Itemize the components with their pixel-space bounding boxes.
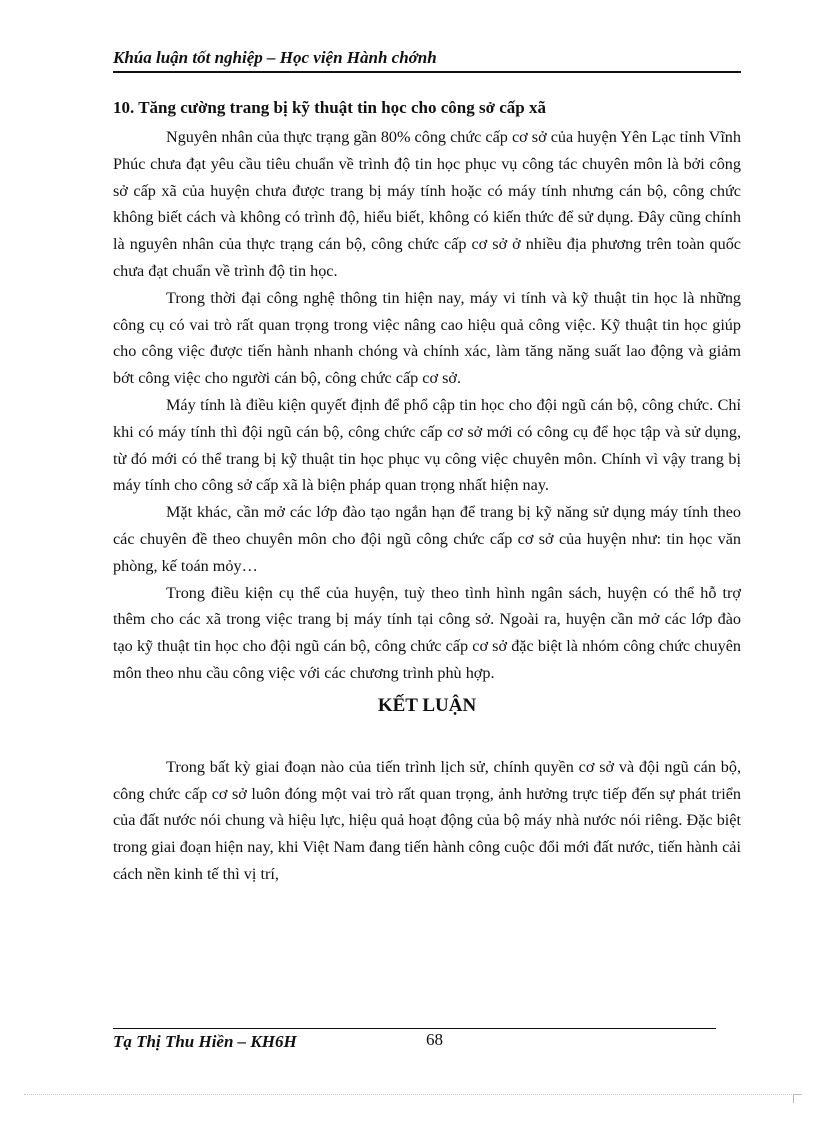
body-paragraph: Trong thời đại công nghệ thông tin hiện nay, máy vi tính và kỹ thuật tin học là những công cụ có vai trò rất quan trọng trong việc nâng cao hiệu quả công việc. Kỹ thuật tin học giúp cho công việc được tiến hành nhanh chóng và chính xác, làm tăng năng suất lao động và giảm bớt công việc cho người cán bộ, công chức cấp cơ sở. <box>113 288 741 388</box>
body-paragraph: Trong điều kiện cụ thể của huyện, tuỳ theo tình hình ngân sách, huyện có thể hỗ trợ thêm cho các xã trong việc trang bị máy tính tại công sở. Ngoài ra, huyện cần mở các lớp đào tạo kỹ thuật tin học cho đội ngũ cán bộ, công chức cấp cơ sở đặc biệt là nhóm công chức chuyên môn theo nhu cầu công việc với các chương trình phù hợp. <box>113 583 741 682</box>
page-content <box>113 96 741 888</box>
footer-author: Tạ Thị Thu Hiền – KH6H <box>113 1032 297 1051</box>
running-header: Khúa luận tốt nghiệp – Học viện Hành chớnh <box>113 48 437 67</box>
page-corner-mark <box>793 1094 802 1103</box>
header-rule <box>113 71 741 73</box>
footer-rule <box>113 1028 716 1029</box>
conclusion-heading: KẾT LUẬN <box>377 694 477 716</box>
page-number: 68 <box>426 1030 443 1049</box>
body-paragraph: Mặt khác, cần mở các lớp đào tạo ngắn hạn để trang bị kỹ năng sử dụng máy tính theo các chuyên đề theo chuyên môn cho đội ngũ công chức cấp cơ sở của huyện như: tin học văn phòng, kế toán mỏy… <box>113 503 741 575</box>
conclusion-paragraph: Trong bất kỳ giai đoạn nào của tiến trình lịch sử, chính quyền cơ sở và đội ngũ cán bộ, công chức cấp cơ sở luôn đóng một vai trò rất quan trọng, ảnh hưởng trực tiếp đến sự phát triển của đất nước nói chung và hiệu lực, hiệu quả hoạt động của bộ máy nhà nước nói riêng. Đặc biệt trong giai đoạn hiện nay, khi Việt Nam đang tiến hành công cuộc đổi mới đất nước, tiến hành cải cách nền kinh tế thì vị trí, <box>113 757 741 883</box>
page-edge-dotted-line <box>24 1094 794 1095</box>
body-paragraph: Nguyên nhân của thực trạng gần 80% công chức cấp cơ sở của huyện Yên Lạc tỉnh Vĩnh Phúc chưa đạt yêu cầu tiêu chuẩn về trình độ tin học phục vụ công tác chuyên môn là bởi công sở cấp xã của huyện chưa được trang bị máy tính hoặc có máy tính nhưng cán bộ, công chức không biết cách và không có trình độ, hiểu biết, không có kiến thức để sử dụng. Đây cũng chính là nguyên nhân của thực trạng cán bộ, công chức cấp cơ sở ở nhiều địa phương trên toàn quốc chưa đạt chuẩn về trình độ tin học. <box>113 128 741 280</box>
body-paragraph: Máy tính là điều kiện quyết định để phổ cập tin học cho đội ngũ cán bộ, công chức. Chỉ khi có máy tính thì đội ngũ cán bộ, công chức cấp cơ sở mới có công cụ để học tập và sử dụng, từ đó mới có thể trang bị kỹ thuật tin học phục vụ công việc chuyên môn. Chính vì vậy trang bị máy tính cho công sở cấp xã là biện pháp quan trọng nhất hiện nay. <box>113 395 741 495</box>
section-heading: 10. Tăng cường trang bị kỹ thuật tin học cho công sở cấp xã <box>113 98 546 117</box>
